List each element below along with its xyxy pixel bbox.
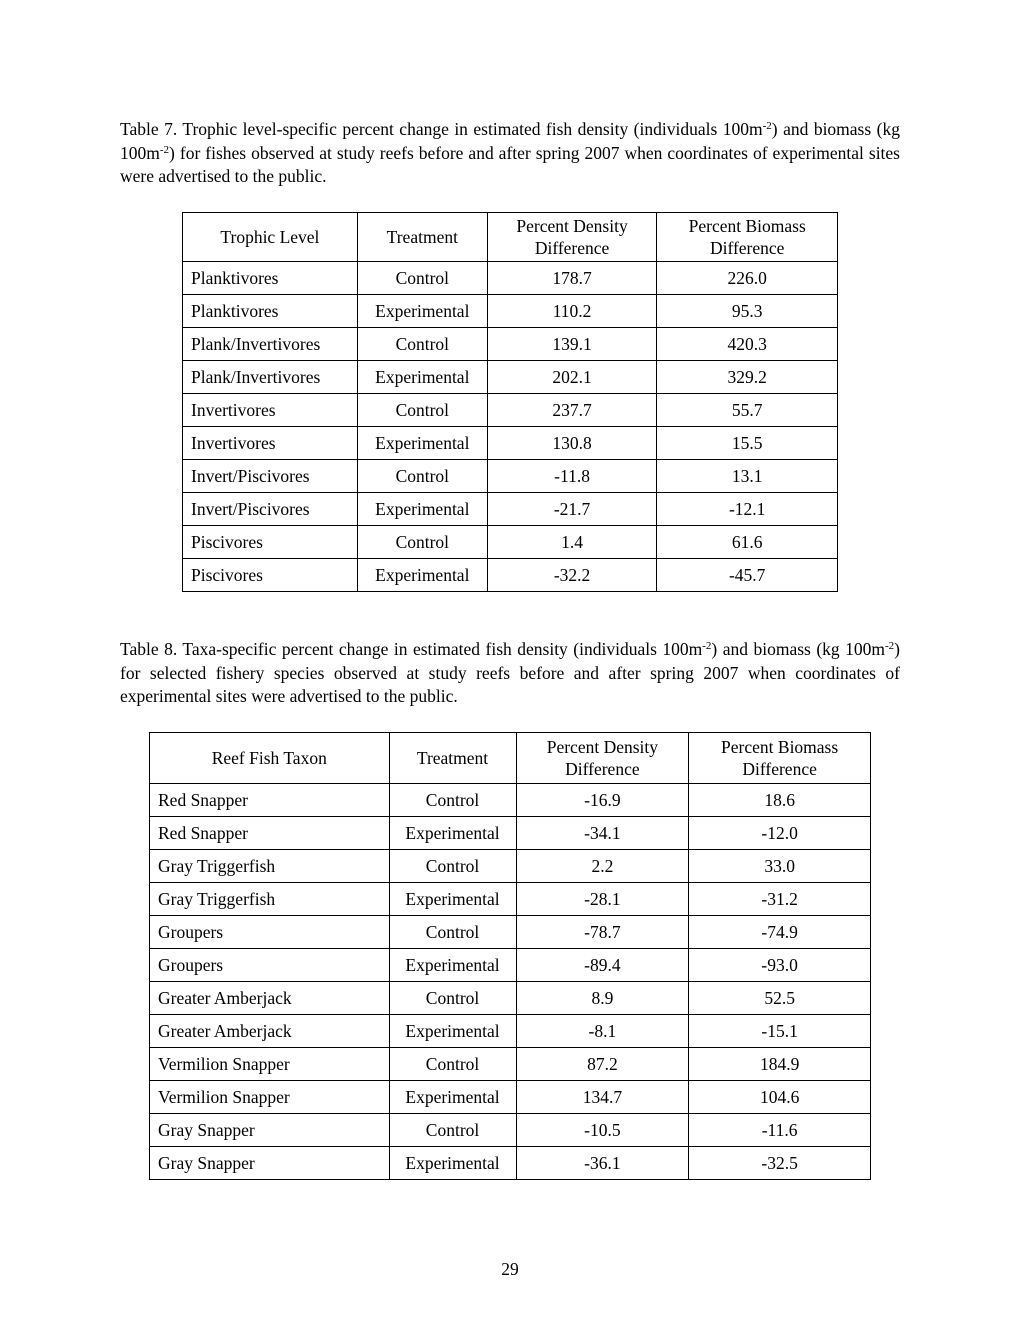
column-header-biomass: Percent Biomass Difference (689, 733, 871, 784)
treatment-cell: Experimental (357, 559, 487, 592)
table-row (150, 982, 871, 1015)
treatment-cell: Experimental (389, 883, 516, 916)
treatment-cell: Control (389, 784, 516, 817)
table-7-body (183, 262, 838, 592)
table-8-body (150, 784, 871, 1180)
row-label-cell: Groupers (150, 949, 390, 982)
treatment-cell: Control (389, 850, 516, 883)
caption-text: ) and biomass (kg 100m (711, 639, 885, 659)
column-header-reef-fish-taxon: Reef Fish Taxon (150, 733, 390, 784)
biomass-cell: 95.3 (657, 295, 838, 328)
biomass-cell: -74.9 (689, 916, 871, 949)
table-row (150, 1048, 871, 1081)
density-cell: 178.7 (487, 262, 657, 295)
table-row (150, 1081, 871, 1114)
biomass-cell: 15.5 (657, 427, 838, 460)
row-label-cell: Plank/Invertivores (183, 328, 358, 361)
row-label-cell: Gray Triggerfish (150, 883, 390, 916)
column-header-trophic-level: Trophic Level (183, 213, 358, 262)
table-8-caption (120, 638, 900, 709)
caption-superscript: -2 (762, 120, 772, 132)
row-label-cell: Gray Snapper (150, 1114, 390, 1147)
treatment-cell: Experimental (357, 295, 487, 328)
column-header-density: Percent Density Difference (516, 733, 689, 784)
biomass-cell: 184.9 (689, 1048, 871, 1081)
page-number: 29 (501, 1259, 519, 1279)
column-header-treatment: Treatment (389, 733, 516, 784)
table-row (183, 559, 838, 592)
row-label-cell: Gray Triggerfish (150, 850, 390, 883)
density-cell: 130.8 (487, 427, 657, 460)
treatment-cell: Control (389, 1114, 516, 1147)
density-cell: -34.1 (516, 817, 689, 850)
biomass-cell: 420.3 (657, 328, 838, 361)
biomass-cell: 33.0 (689, 850, 871, 883)
table-7-caption (120, 118, 900, 189)
table-row (150, 883, 871, 916)
table-row (183, 262, 838, 295)
biomass-cell: 61.6 (657, 526, 838, 559)
table-row (150, 817, 871, 850)
table-row (150, 850, 871, 883)
table-row (150, 949, 871, 982)
treatment-cell: Control (357, 262, 487, 295)
biomass-cell: 18.6 (689, 784, 871, 817)
table-row (150, 1114, 871, 1147)
caption-text: ) and biomass (kg 100m (120, 119, 900, 163)
treatment-cell: Experimental (389, 1081, 516, 1114)
caption-text: ) for fishes observed at study reefs before and after spring 2007 when coordinates of experimental sites were advertised to the public. (120, 142, 900, 186)
table-row (183, 493, 838, 526)
density-cell: 110.2 (487, 295, 657, 328)
table-row (183, 328, 838, 361)
table-row (183, 295, 838, 328)
row-label-cell: Vermilion Snapper (150, 1048, 390, 1081)
table-7 (182, 212, 838, 592)
biomass-cell: -93.0 (689, 949, 871, 982)
treatment-cell: Control (357, 526, 487, 559)
column-header-density: Percent Density Difference (487, 213, 657, 262)
row-label-cell: Invert/Piscivores (183, 493, 358, 526)
treatment-cell: Control (389, 982, 516, 1015)
caption-superscript: -2 (702, 640, 712, 652)
table-header-row (150, 733, 871, 784)
treatment-cell: Control (389, 916, 516, 949)
treatment-cell: Experimental (389, 1147, 516, 1180)
density-cell: -28.1 (516, 883, 689, 916)
density-cell: 134.7 (516, 1081, 689, 1114)
table-row (183, 460, 838, 493)
treatment-cell: Experimental (357, 361, 487, 394)
biomass-cell: 52.5 (689, 982, 871, 1015)
biomass-cell: -12.1 (657, 493, 838, 526)
table-row (183, 526, 838, 559)
row-label-cell: Invertivores (183, 427, 358, 460)
caption-text: ) for selected fishery species observed at study reefs before and after spring 2007 when coordinates of experimental sites were advertised to the public. (120, 639, 900, 706)
table-row (183, 427, 838, 460)
biomass-cell: -45.7 (657, 559, 838, 592)
biomass-cell: -12.0 (689, 817, 871, 850)
density-cell: -89.4 (516, 949, 689, 982)
table-row (150, 1147, 871, 1180)
table-8 (149, 732, 871, 1180)
density-cell: 139.1 (487, 328, 657, 361)
caption-text: Table 7. Trophic level-specific percent change in estimated fish density (individuals 100m (120, 119, 763, 139)
caption-text: Table 8. Taxa-specific percent change in estimated fish density (individuals 100m (120, 639, 703, 659)
biomass-cell: -32.5 (689, 1147, 871, 1180)
table-row (150, 784, 871, 817)
density-cell: -8.1 (516, 1015, 689, 1048)
density-cell: -10.5 (516, 1114, 689, 1147)
table-row (150, 916, 871, 949)
density-cell: 87.2 (516, 1048, 689, 1081)
treatment-cell: Control (389, 1048, 516, 1081)
table-row (183, 361, 838, 394)
treatment-cell: Experimental (357, 493, 487, 526)
biomass-cell: 329.2 (657, 361, 838, 394)
density-cell: 1.4 (487, 526, 657, 559)
density-cell: 8.9 (516, 982, 689, 1015)
row-label-cell: Piscivores (183, 559, 358, 592)
biomass-cell: 55.7 (657, 394, 838, 427)
row-label-cell: Invertivores (183, 394, 358, 427)
biomass-cell: -15.1 (689, 1015, 871, 1048)
biomass-cell: -11.6 (689, 1114, 871, 1147)
treatment-cell: Control (357, 460, 487, 493)
caption-superscript: -2 (885, 640, 895, 652)
density-cell: -21.7 (487, 493, 657, 526)
density-cell: -36.1 (516, 1147, 689, 1180)
row-label-cell: Red Snapper (150, 784, 390, 817)
biomass-cell: 13.1 (657, 460, 838, 493)
treatment-cell: Experimental (357, 427, 487, 460)
row-label-cell: Vermilion Snapper (150, 1081, 390, 1114)
row-label-cell: Invert/Piscivores (183, 460, 358, 493)
row-label-cell: Groupers (150, 916, 390, 949)
treatment-cell: Experimental (389, 949, 516, 982)
column-header-biomass: Percent Biomass Difference (657, 213, 838, 262)
table-header-row (183, 213, 838, 262)
table-row (150, 1015, 871, 1048)
row-label-cell: Plank/Invertivores (183, 361, 358, 394)
column-header-treatment: Treatment (357, 213, 487, 262)
caption-superscript: -2 (159, 143, 170, 156)
density-cell: 237.7 (487, 394, 657, 427)
density-cell: -78.7 (516, 916, 689, 949)
row-label-cell: Greater Amberjack (150, 1015, 390, 1048)
treatment-cell: Control (357, 328, 487, 361)
biomass-cell: 226.0 (657, 262, 838, 295)
row-label-cell: Gray Snapper (150, 1147, 390, 1180)
density-cell: 2.2 (516, 850, 689, 883)
treatment-cell: Experimental (389, 1015, 516, 1048)
row-label-cell: Planktivores (183, 262, 358, 295)
row-label-cell: Planktivores (183, 295, 358, 328)
biomass-cell: -31.2 (689, 883, 871, 916)
treatment-cell: Experimental (389, 817, 516, 850)
density-cell: 202.1 (487, 361, 657, 394)
table-row (183, 394, 838, 427)
density-cell: -16.9 (516, 784, 689, 817)
biomass-cell: 104.6 (689, 1081, 871, 1114)
density-cell: -11.8 (487, 460, 657, 493)
row-label-cell: Piscivores (183, 526, 358, 559)
treatment-cell: Control (357, 394, 487, 427)
row-label-cell: Red Snapper (150, 817, 390, 850)
density-cell: -32.2 (487, 559, 657, 592)
row-label-cell: Greater Amberjack (150, 982, 390, 1015)
